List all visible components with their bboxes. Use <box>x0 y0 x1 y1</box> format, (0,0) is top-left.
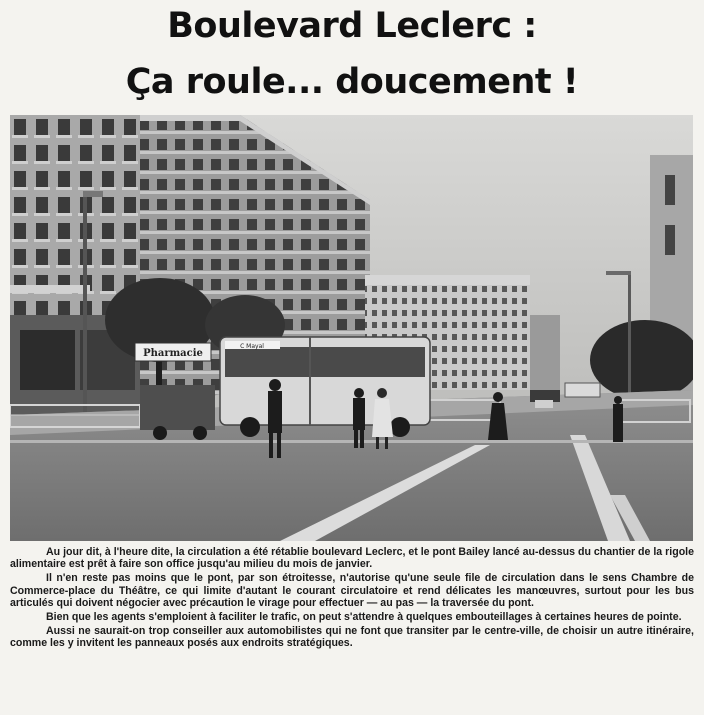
paragraph-3: Bien que les agents s'emploient à faciliter le trafic, on peut s'attendre à quelques embouteillages à certaines heures de pointe. <box>46 611 682 624</box>
pharmacy-sign: Pharmacie <box>143 348 203 359</box>
street-photo <box>10 115 693 541</box>
paragraph-2: Il n'en reste pas moins que le pont, par son étroitesse, n'autorise qu'une seule file de circulation dans le sens Chambre de Commerce-place du Théâtre, ce qui limite d'autant le courant circulatoire et rend délicates les manœuvres, surtout pour les bus articulés qui doivent négocier avec précaution le virage pour effectuer — au pas — la traversée du pont. <box>10 572 694 609</box>
paragraph-1: Au jour dit, à l'heure dite, la circulation a été rétablie boulevard Leclerc, et le pont Bailey lancé au-dessus du chantier de la rigole alimentaire est prêt à faire son office jusqu'au milieu du mois de janvier. <box>10 546 694 571</box>
bus-destination-sign: C Mayal <box>240 343 264 350</box>
headline-line-1: Boulevard Leclerc : <box>167 6 537 46</box>
headline-line-2: Ça roule... doucement ! <box>125 62 579 102</box>
article-body <box>10 546 694 650</box>
paragraph-4: Aussi ne saurait-on trop conseiller aux automobilistes qui ne font que transiter par le centre-ville, de choisir un autre itinéraire, comme les y invitent les panneaux posés aux endroits stratégiques. <box>10 625 694 650</box>
